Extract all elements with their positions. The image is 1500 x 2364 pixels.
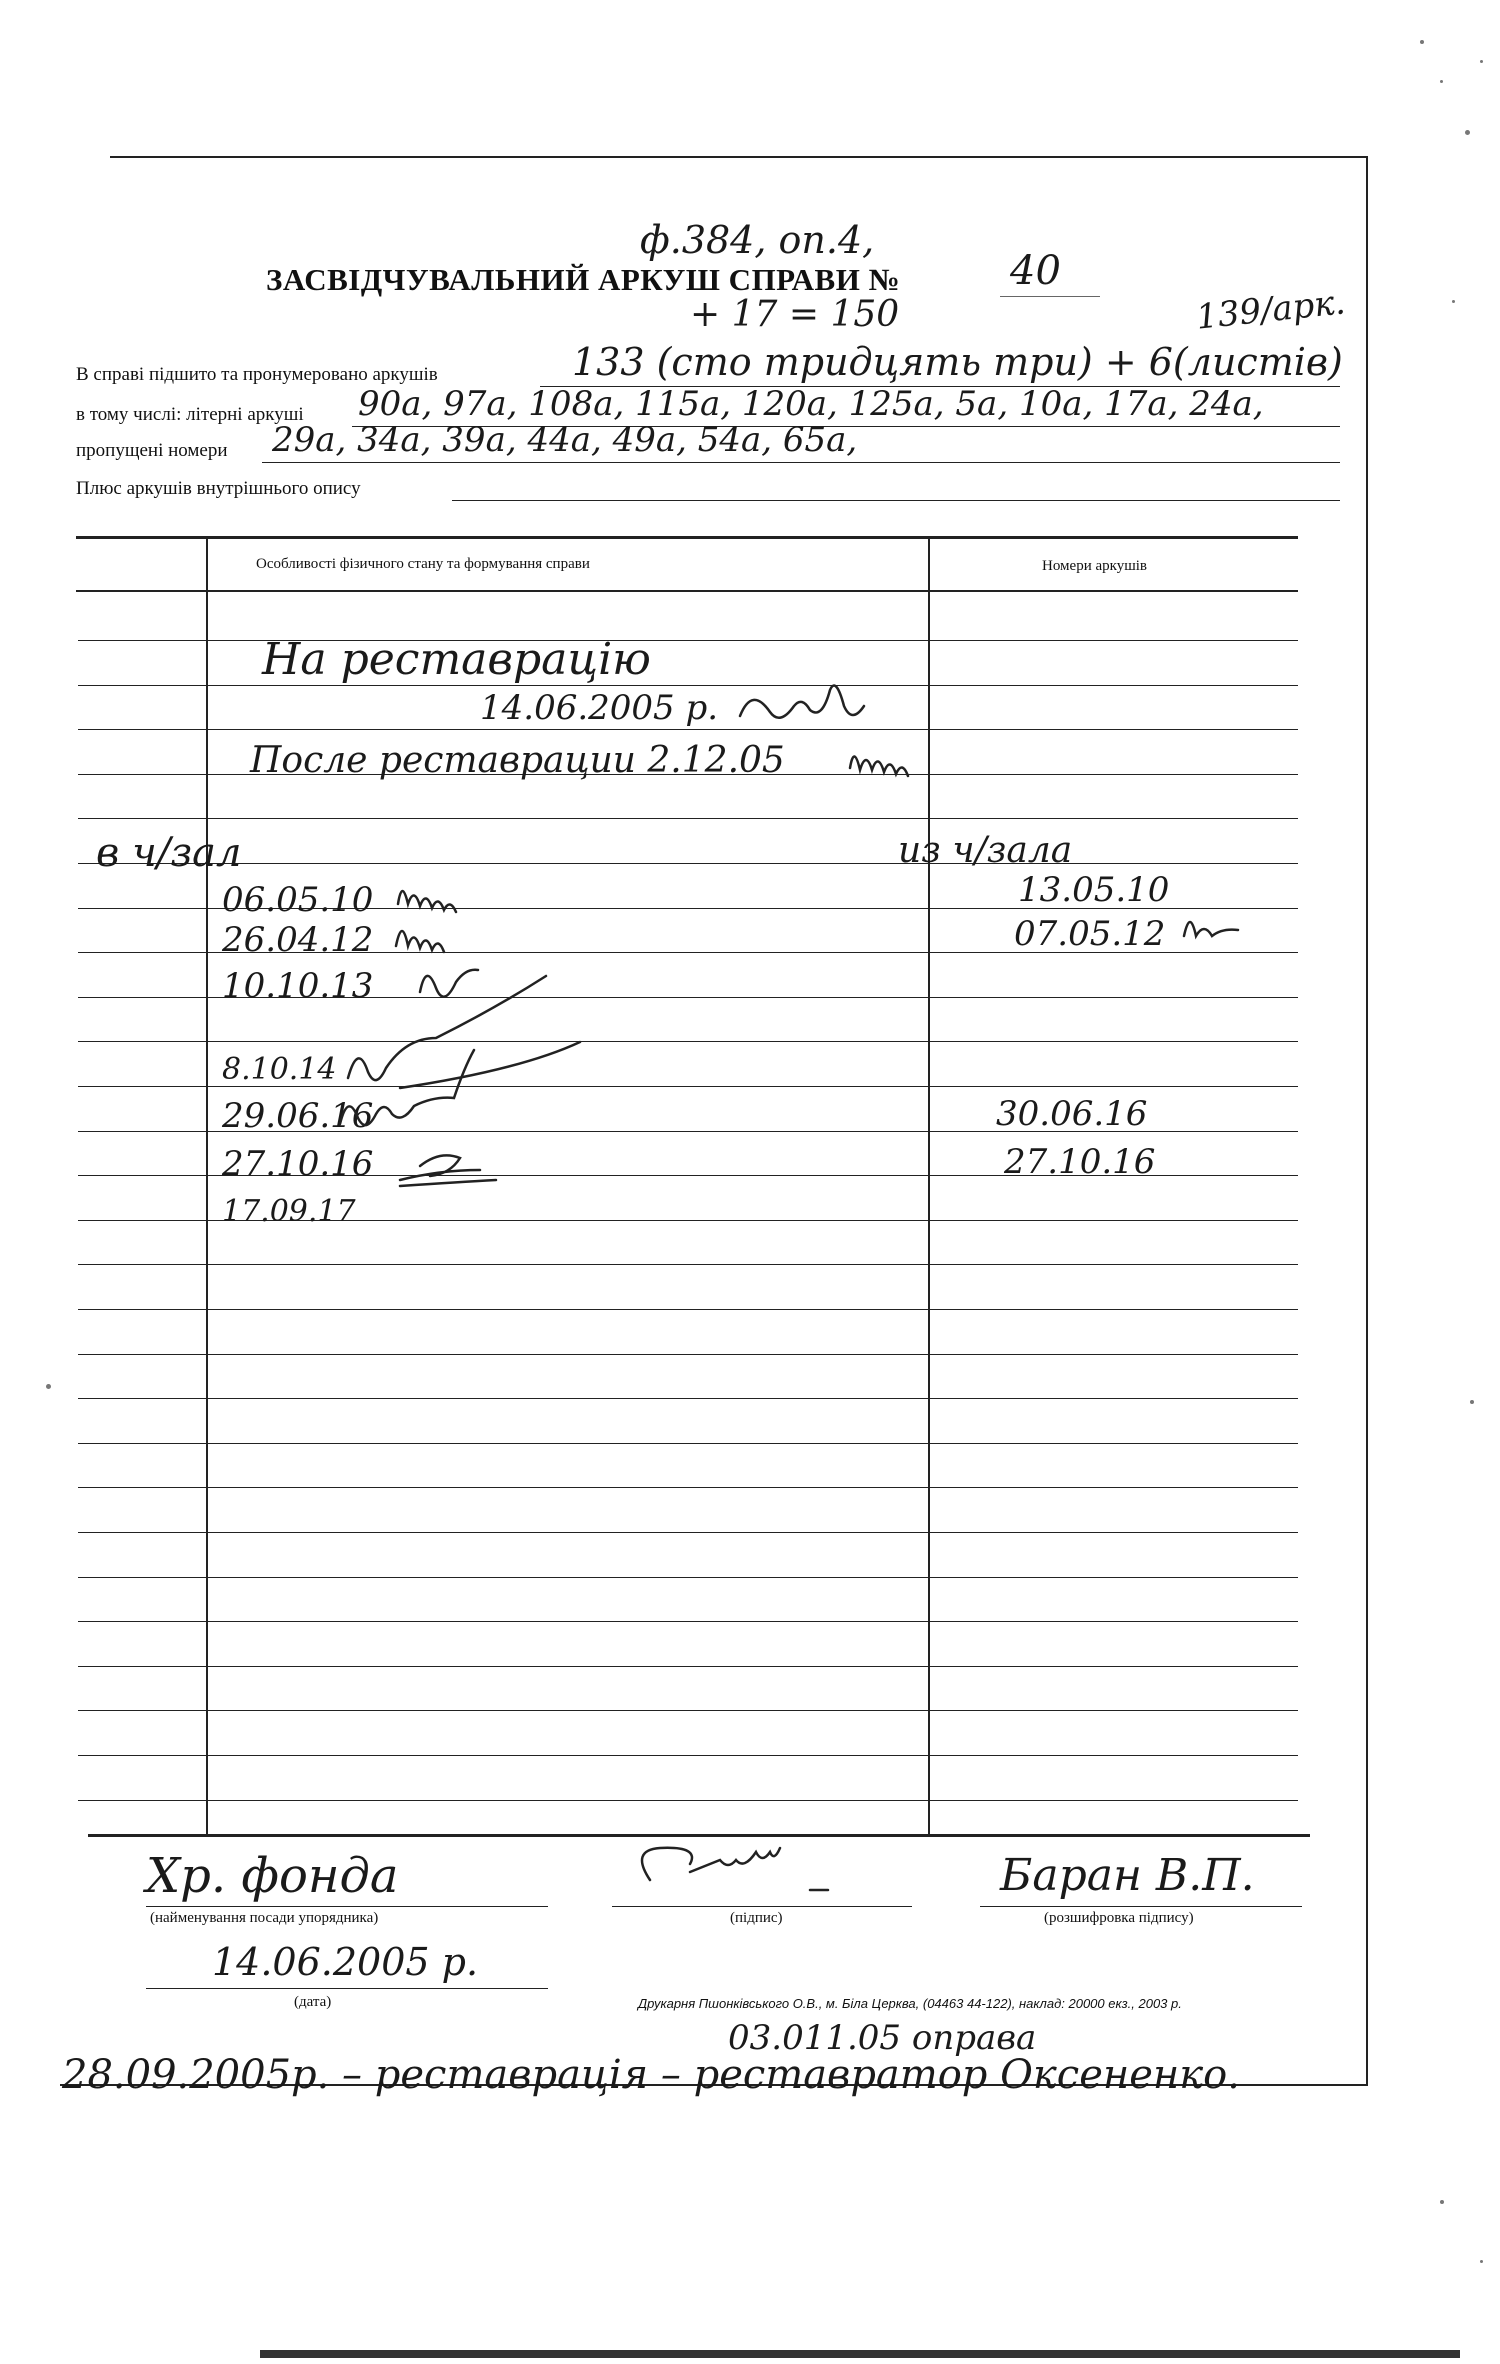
col2-header: Номери аркушів <box>1042 558 1148 574</box>
date-label: (дата) <box>294 1994 332 2010</box>
decode-value: Баран В.П. <box>1000 1850 1255 1901</box>
title-text: ЗАСВІДЧУВАЛЬНИЙ АРКУШ СПРАВИ № <box>266 262 901 297</box>
entry-row6-right: 07.05.12 <box>1014 914 1166 954</box>
date-value: 14.06.2005 р. <box>212 1940 479 1984</box>
case-number: 40 <box>1010 248 1061 294</box>
entry-row5: 06.05.10 <box>222 880 374 920</box>
entry-row7: 10.10.13 <box>222 966 374 1006</box>
signature-row5 <box>398 891 456 912</box>
restoration-note: 28.09.2005р. – реставрація – реставратор Оксененко. <box>62 2052 1240 2098</box>
signature-row6-right <box>1184 922 1238 936</box>
missing-value: 29а, 34а, 39а, 44а, 49а, 54а, 65а, <box>272 420 858 460</box>
inner-label: Плюс аркушів внутрішнього опису <box>76 478 361 499</box>
entry-row11: 17.09.17 <box>222 1194 356 1229</box>
position-value: Хр. фонда <box>146 1848 399 1904</box>
decode-label: (розшифровка підпису) <box>1044 1910 1194 1926</box>
date-line <box>146 1988 548 1989</box>
signature-row2 <box>740 686 864 718</box>
decode-line <box>980 1906 1302 1907</box>
printer-note: Друкарня Пшонківського О.В., м. Біла Церква, (04463 44-122), наклад: 20000 екз., 2003 р. <box>638 1996 1182 2011</box>
restoration-note-top: 03.011.05 оправа <box>728 2018 1037 2058</box>
missing-label: пропущені номери <box>76 440 228 461</box>
letter-label: в тому числі: літерні аркуші <box>76 404 304 425</box>
entry-from-reading-room: из ч/зала <box>898 830 1073 871</box>
position-line <box>146 1906 548 1907</box>
signature-row3 <box>850 756 908 776</box>
entry-date-2005: 14.06.2005 р. <box>480 688 719 728</box>
entry-row9: 29.06.16 <box>222 1096 374 1136</box>
entry-row10-right: 27.10.16 <box>1004 1142 1156 1182</box>
col1-header: Особливості фізичного стану та формування справи <box>256 556 590 572</box>
position-label: (найменування посади упорядника) <box>150 1910 379 1926</box>
letter-value: 90а, 97а, 108а, 115а, 120а, 125а, 5а, 10а, 17а, 24а, <box>358 384 1264 424</box>
entry-row9-right: 30.06.16 <box>996 1094 1148 1134</box>
signature-row10 <box>400 1155 496 1186</box>
signature-row6 <box>396 931 444 952</box>
entry-row8: 8.10.14 <box>222 1052 337 1087</box>
entry-after-restoration: После реставрации 2.12.05 <box>250 740 785 781</box>
signature-label: (підпис) <box>730 1910 783 1926</box>
archive-ref: ф.384, оп.4, <box>640 218 875 262</box>
entry-row5-right: 13.05.10 <box>1018 870 1170 910</box>
sum-note: + 17 = 150 <box>690 294 900 335</box>
entry-restoration: На реставрацію <box>262 634 651 685</box>
signature-line <box>612 1906 912 1907</box>
entry-row6: 26.04.12 <box>222 920 374 960</box>
entry-to-reading-room: в ч/зал <box>96 830 242 876</box>
sheets-label: В справі підшито та пронумеровано аркушів <box>76 364 438 385</box>
signature-footer <box>642 1848 828 1890</box>
signature-row7 <box>420 970 478 997</box>
sheets-value: 133 (сто тридцять три) + 6(листів) <box>572 340 1343 384</box>
corner-note: 139/арк. <box>1194 282 1348 338</box>
entry-row10: 27.10.16 <box>222 1144 374 1184</box>
